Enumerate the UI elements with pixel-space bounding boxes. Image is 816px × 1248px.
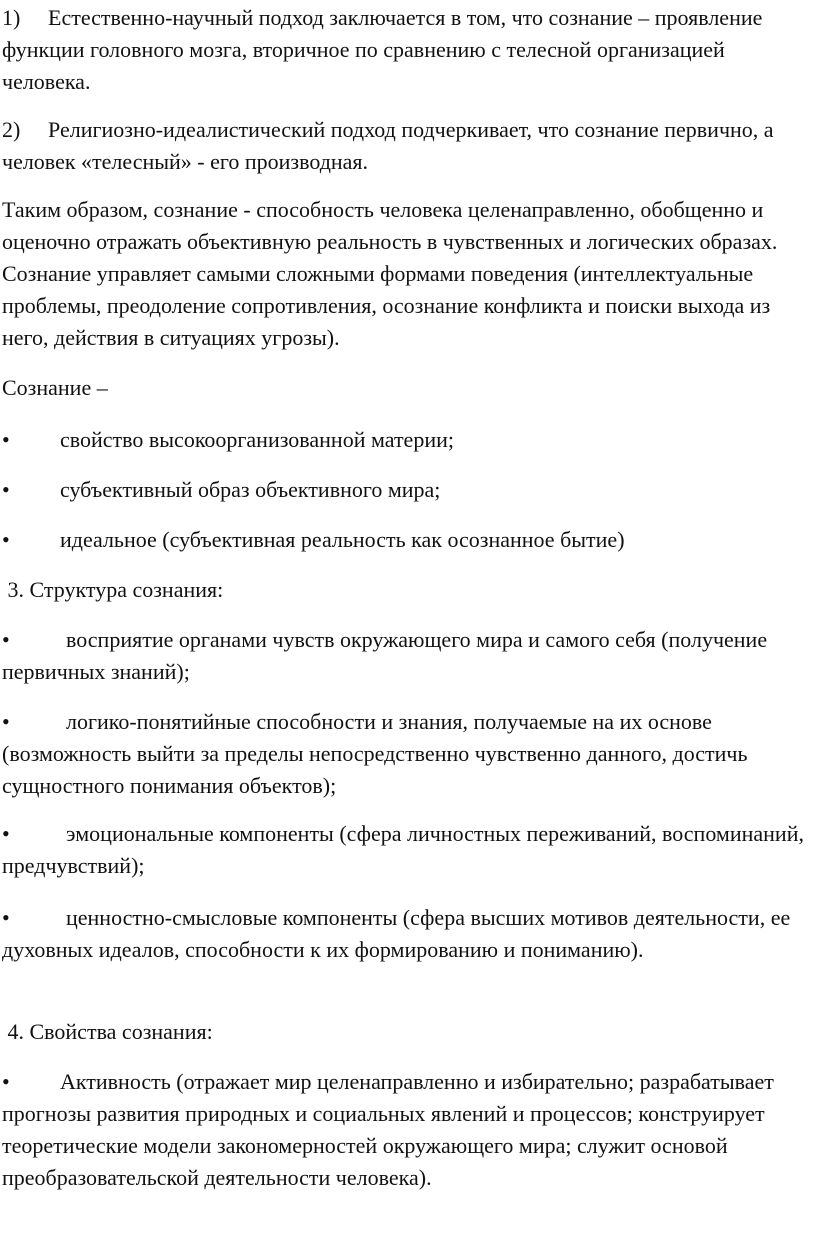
numbered-item-2: [2, 114, 814, 178]
bullet-marker: •: [2, 427, 10, 452]
structure-bullet-1: [2, 624, 814, 688]
bullet-marker: •: [2, 477, 10, 502]
bullet-marker: •: [2, 1069, 10, 1094]
bullet-text: логико-понятийные способности и знания, получаемые на их основе (возможность выйти за пределы непосредственно чувственно данного, достичь сущностного понимания объектов);: [2, 709, 748, 798]
bullet-text: восприятие органами чувств окружающего мира и самого себя (получение первичных знаний);: [2, 627, 768, 684]
bullet-text: свойство высокоорганизованной материи;: [60, 427, 454, 452]
bullet-text: идеальное (субъективная реальность как осознанное бытие): [60, 527, 625, 552]
bullet-text: субъективный образ объективного мира;: [60, 477, 441, 502]
item-text: Естественно-научный подход заключается в том, что сознание – проявление функции головного мозга, вторичное по сравнению с телесной организацией человека.: [2, 5, 763, 94]
structure-bullet-4: [2, 902, 814, 966]
structure-bullet-3: [2, 818, 814, 882]
structure-bullet-2: [2, 706, 814, 802]
bullet-marker: •: [2, 905, 10, 930]
summary-paragraph: Таким образом, сознание - способность человека целенаправленно, обобщенно и оценочно отражать объективную реальность в чувственных и логических образах. Сознание управляет самыми сложными формами поведения (интеллектуальные проблемы, преодоление сопротивления, осознание конфликта и поиски выхода из него, действия в ситуациях угрозы).: [2, 197, 778, 350]
item-number: 2): [2, 117, 21, 142]
item-number: 1): [2, 5, 21, 30]
consciousness-bullet-3: [2, 524, 814, 556]
bullet-marker: •: [2, 709, 10, 734]
bullet-text: ценностно-смысловые компоненты (сфера высших мотивов деятельности, ее духовных идеалов, способности к их формированию и пониманию).: [2, 905, 791, 962]
numbered-item-1: [2, 2, 814, 98]
consciousness-bullet-2: [2, 474, 814, 506]
properties-heading: 4. Свойства сознания:: [2, 1019, 213, 1044]
bullet-marker: •: [2, 627, 10, 652]
structure-heading: 3. Структура сознания:: [2, 577, 224, 602]
bullet-text: Активность (отражает мир целенаправленно и избирательно; разрабатывает прогнозы развития природных и социальных явлений и процессов; конструирует теоретические модели закономерностей окружающего мира; служит основой преобразовательской деятельности человека).: [2, 1069, 774, 1190]
properties-bullet-1: [2, 1066, 814, 1194]
item-text: Религиозно-идеалистический подход подчеркивает, что сознание первично, а человек «телесный» - его производная.: [2, 117, 774, 174]
bullet-text: эмоциональные компоненты (сфера личностных переживаний, воспоминаний, предчувствий);: [2, 821, 804, 878]
consciousness-heading: Сознание –: [2, 375, 108, 400]
consciousness-bullet-1: [2, 424, 814, 456]
bullet-marker: •: [2, 527, 10, 552]
bullet-marker: •: [2, 821, 10, 846]
